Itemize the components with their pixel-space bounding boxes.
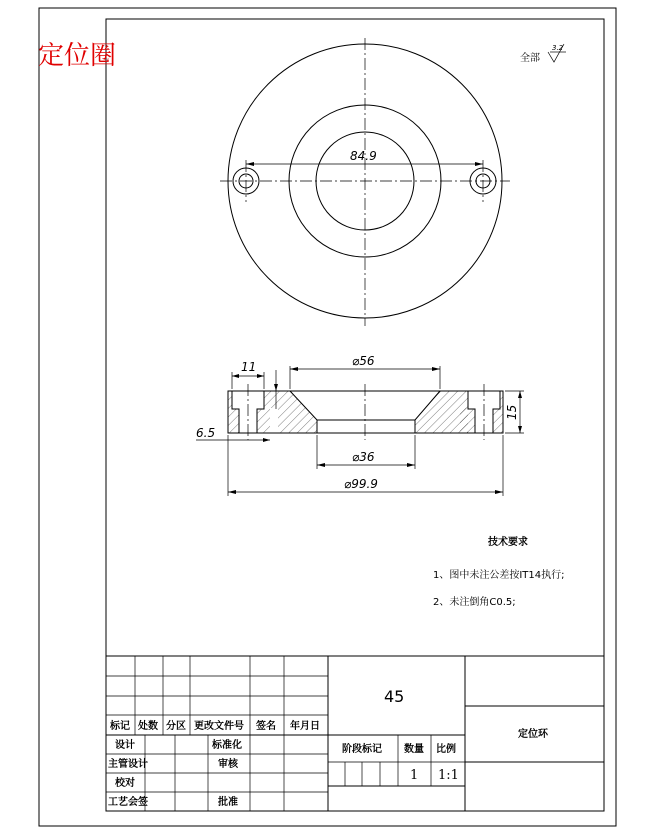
svg-text:更改文件号: 更改文件号 bbox=[194, 721, 244, 732]
scale: 1:1 bbox=[438, 768, 459, 783]
tech-requirements bbox=[433, 535, 565, 608]
quantity: 1 bbox=[410, 768, 419, 783]
svg-text:分区: 分区 bbox=[166, 721, 186, 732]
part-name: 定位环 bbox=[518, 729, 548, 740]
title-block bbox=[106, 656, 604, 811]
svg-text:签名: 签名 bbox=[256, 721, 276, 732]
svg-text:标准化: 标准化 bbox=[212, 740, 242, 751]
tech-heading: 技术要求 bbox=[488, 537, 528, 548]
dim-od-total: ⌀99.9 bbox=[344, 477, 378, 491]
svg-text:设计: 设计 bbox=[115, 740, 135, 751]
inner-border bbox=[106, 19, 604, 811]
svg-text:3.2: 3.2 bbox=[552, 44, 564, 52]
tech-item-1: 1、图中未注公差按IT14执行; bbox=[433, 570, 565, 581]
top-view bbox=[220, 38, 510, 326]
dim-pcd: 84.9 bbox=[350, 149, 377, 163]
svg-text:阶段标记: 阶段标记 bbox=[342, 744, 382, 755]
tech-item-2: 2、未注倒角C0.5; bbox=[433, 597, 516, 608]
material: 45 bbox=[384, 687, 405, 706]
dim-id-bottom: ⌀36 bbox=[352, 450, 375, 464]
dim-height: 15 bbox=[505, 404, 519, 420]
svg-text:工艺会签: 工艺会签 bbox=[108, 797, 148, 808]
svg-text:批准: 批准 bbox=[218, 797, 238, 808]
svg-text:比例: 比例 bbox=[436, 744, 456, 755]
drawing-title: 定位圈 bbox=[38, 41, 117, 71]
svg-text:审核: 审核 bbox=[218, 759, 238, 770]
svg-text:处数: 处数 bbox=[138, 721, 158, 732]
roughness-symbol bbox=[520, 44, 566, 64]
svg-text:标记: 标记 bbox=[110, 721, 130, 732]
dim-depth: 6.5 bbox=[196, 426, 216, 440]
svg-text:数量: 数量 bbox=[404, 744, 424, 755]
section-view bbox=[196, 354, 524, 496]
dim-slot-width: 11 bbox=[241, 360, 257, 374]
svg-text:年月日: 年月日 bbox=[290, 721, 320, 732]
svg-text:全部: 全部 bbox=[520, 53, 540, 64]
dim-od-top: ⌀56 bbox=[352, 354, 375, 368]
svg-text:校对: 校对 bbox=[115, 778, 135, 789]
svg-text:主管设计: 主管设计 bbox=[108, 759, 148, 770]
